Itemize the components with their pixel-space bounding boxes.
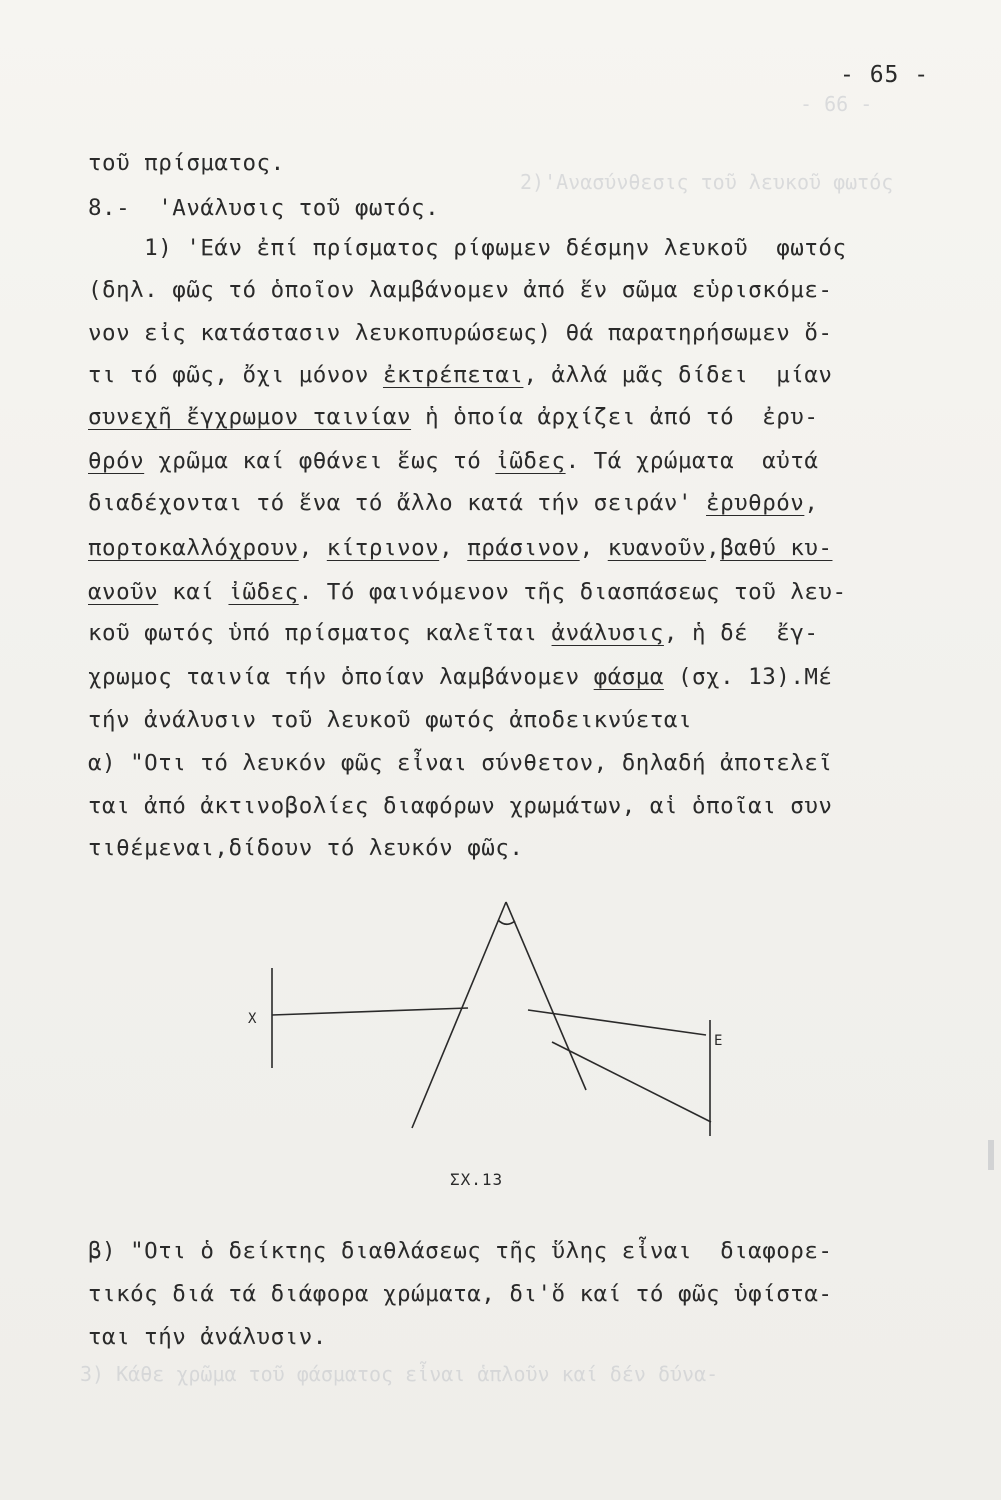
text-line-17	[88, 833, 523, 863]
bleed-page-number: - 66 -	[800, 92, 873, 116]
text-line-13	[88, 662, 832, 692]
text-segment: (σχ. 13).Μέ	[663, 664, 833, 690]
text-segment: ,	[298, 535, 327, 561]
underlined-term: πράσινον	[467, 535, 580, 561]
underlined-term: ἐκτρέπεται	[382, 362, 524, 388]
text-segment: ,	[579, 535, 608, 561]
text-segment: ,	[706, 535, 721, 561]
text-segment: τήν ἀνάλυσιν τοῦ λευκοῦ φωτός ἀποδεικνύεται	[88, 707, 692, 733]
red-ray-line	[528, 1010, 706, 1035]
text-line-10	[88, 533, 832, 563]
underlined-term: βαθύ κυ-	[720, 535, 833, 561]
prism-apex-arc	[498, 920, 515, 924]
underlined-term: φάσμα	[593, 664, 664, 690]
text-line-1	[88, 148, 285, 178]
text-line-11	[88, 577, 847, 607]
text-segment: χρωμος ταινία τήν ὁποίαν λαμβάνομεν	[88, 664, 594, 690]
text-segment: , ἀλλά μᾶς δίδει μίαν	[523, 362, 833, 388]
text-segment: χρῶμα καί φθάνει ἕως τό	[144, 448, 496, 474]
text-segment: τιθέμεναι,δίδουν τό λευκόν φῶς.	[88, 835, 524, 861]
text-line-14	[88, 705, 692, 735]
text-line-16	[88, 791, 832, 821]
text-segment: . Τό φαινόμενον τῆς διασπάσεως τοῦ λευ-	[298, 579, 847, 605]
text-segment: , ἡ δέ ἔγ-	[663, 620, 819, 646]
text-segment: ται τήν ἀνάλυσιν.	[88, 1324, 327, 1350]
text-line-6	[88, 360, 832, 390]
text-segment: α) "Οτι τό λευκόν φῶς εἶναι σύνθετον, δηλαδή ἀποτελεῖ	[88, 750, 833, 776]
text-segment: ,	[439, 535, 468, 561]
text-segment: τι τό φῶς, ὄχι μόνον	[88, 362, 383, 388]
text-segment: διαδέχονται τό ἕνα τό ἄλλο κατά τήν σειράν'	[88, 490, 707, 516]
bleed-line: 3) Κάθε χρῶμα τοῦ φάσματος εἶναι ἁπλοῦν καί δέν δύνα-	[80, 1362, 719, 1386]
incident-ray-line	[272, 1008, 468, 1015]
text-segment: 1) 'Εάν ἐπί πρίσματος ρίφωμεν δέσμην λευκοῦ φωτός	[88, 235, 847, 261]
underlined-term: θρόν	[88, 448, 145, 474]
text-line-7	[88, 402, 818, 432]
text-line-12	[88, 618, 818, 648]
underlined-term: ἰῶδες	[228, 579, 299, 605]
margin-mark	[988, 1140, 994, 1170]
underlined-term: συνεχῆ ἔγχρωμον ταινίαν	[88, 404, 412, 430]
text-line-8	[88, 446, 818, 476]
page-number: - 65 -	[840, 62, 930, 88]
text-segment: καί	[158, 579, 229, 605]
underlined-term: ἰῶδες	[495, 448, 566, 474]
text-line-19	[88, 1279, 832, 1309]
text-segment: κοῦ φωτός ὑπό πρίσματος καλεῖται	[88, 620, 552, 646]
prism-dispersion-figure	[236, 890, 756, 1190]
text-segment: β) "Οτι ὁ δείκτης διαθλάσεως τῆς ὕλης εἶναι διαφορε-	[88, 1238, 833, 1264]
label-left: Χ	[248, 1011, 257, 1027]
text-segment: ἡ ὁποία ἀρχίζει ἀπό τό ἐρυ-	[411, 404, 819, 430]
figure-caption: ΣΧ.13	[450, 1170, 504, 1189]
text-segment: νον εἰς κατάστασιν λευκοπυρώσεως) θά παρατηρήσωμεν ὅ-	[88, 320, 833, 346]
text-line-2	[88, 193, 439, 223]
underlined-term: ἀνάλυσις	[551, 620, 664, 646]
violet-ray-line	[552, 1042, 711, 1122]
text-line-9	[88, 488, 818, 518]
text-line-15	[88, 748, 832, 778]
underlined-term: κίτρινον	[326, 535, 440, 561]
underlined-term: ἐρυθρόν	[706, 490, 805, 516]
prism-right-edge	[506, 902, 586, 1090]
underlined-term: ανοῦν	[88, 579, 159, 605]
text-line-4	[88, 275, 832, 305]
text-line-18	[88, 1236, 832, 1266]
text-segment: τοῦ πρίσματος.	[88, 150, 285, 176]
bleed-heading: 2)'Ανασύνθεσις τοῦ λευκοῦ φωτός	[520, 170, 894, 194]
text-segment: τικός διά τά διάφορα χρώματα, δι'ὅ καί τό φῶς ὑφίστα-	[88, 1281, 833, 1307]
text-segment: ται ἀπό ἀκτινοβολίες διαφόρων χρωμάτων, αἱ ὁποῖαι συν	[88, 793, 833, 819]
text-line-3	[88, 233, 847, 263]
underlined-term: πορτοκαλλόχρουν	[88, 535, 299, 561]
prism-left-edge	[412, 902, 506, 1128]
text-line-20	[88, 1322, 327, 1352]
text-segment: 8.- 'Ανάλυσις τοῦ φωτός.	[88, 195, 440, 221]
text-segment: (δηλ. φῶς τό ὁποῖον λαμβάνομεν ἀπό ἕν σῶμα εὑρισκόμε-	[88, 277, 833, 303]
text-line-5	[88, 318, 832, 348]
text-segment: ,	[804, 490, 819, 516]
label-right: Ε	[714, 1033, 723, 1049]
underlined-term: κυανοῦν	[607, 535, 707, 561]
text-segment: . Τά χρώματα αὐτά	[565, 448, 819, 474]
